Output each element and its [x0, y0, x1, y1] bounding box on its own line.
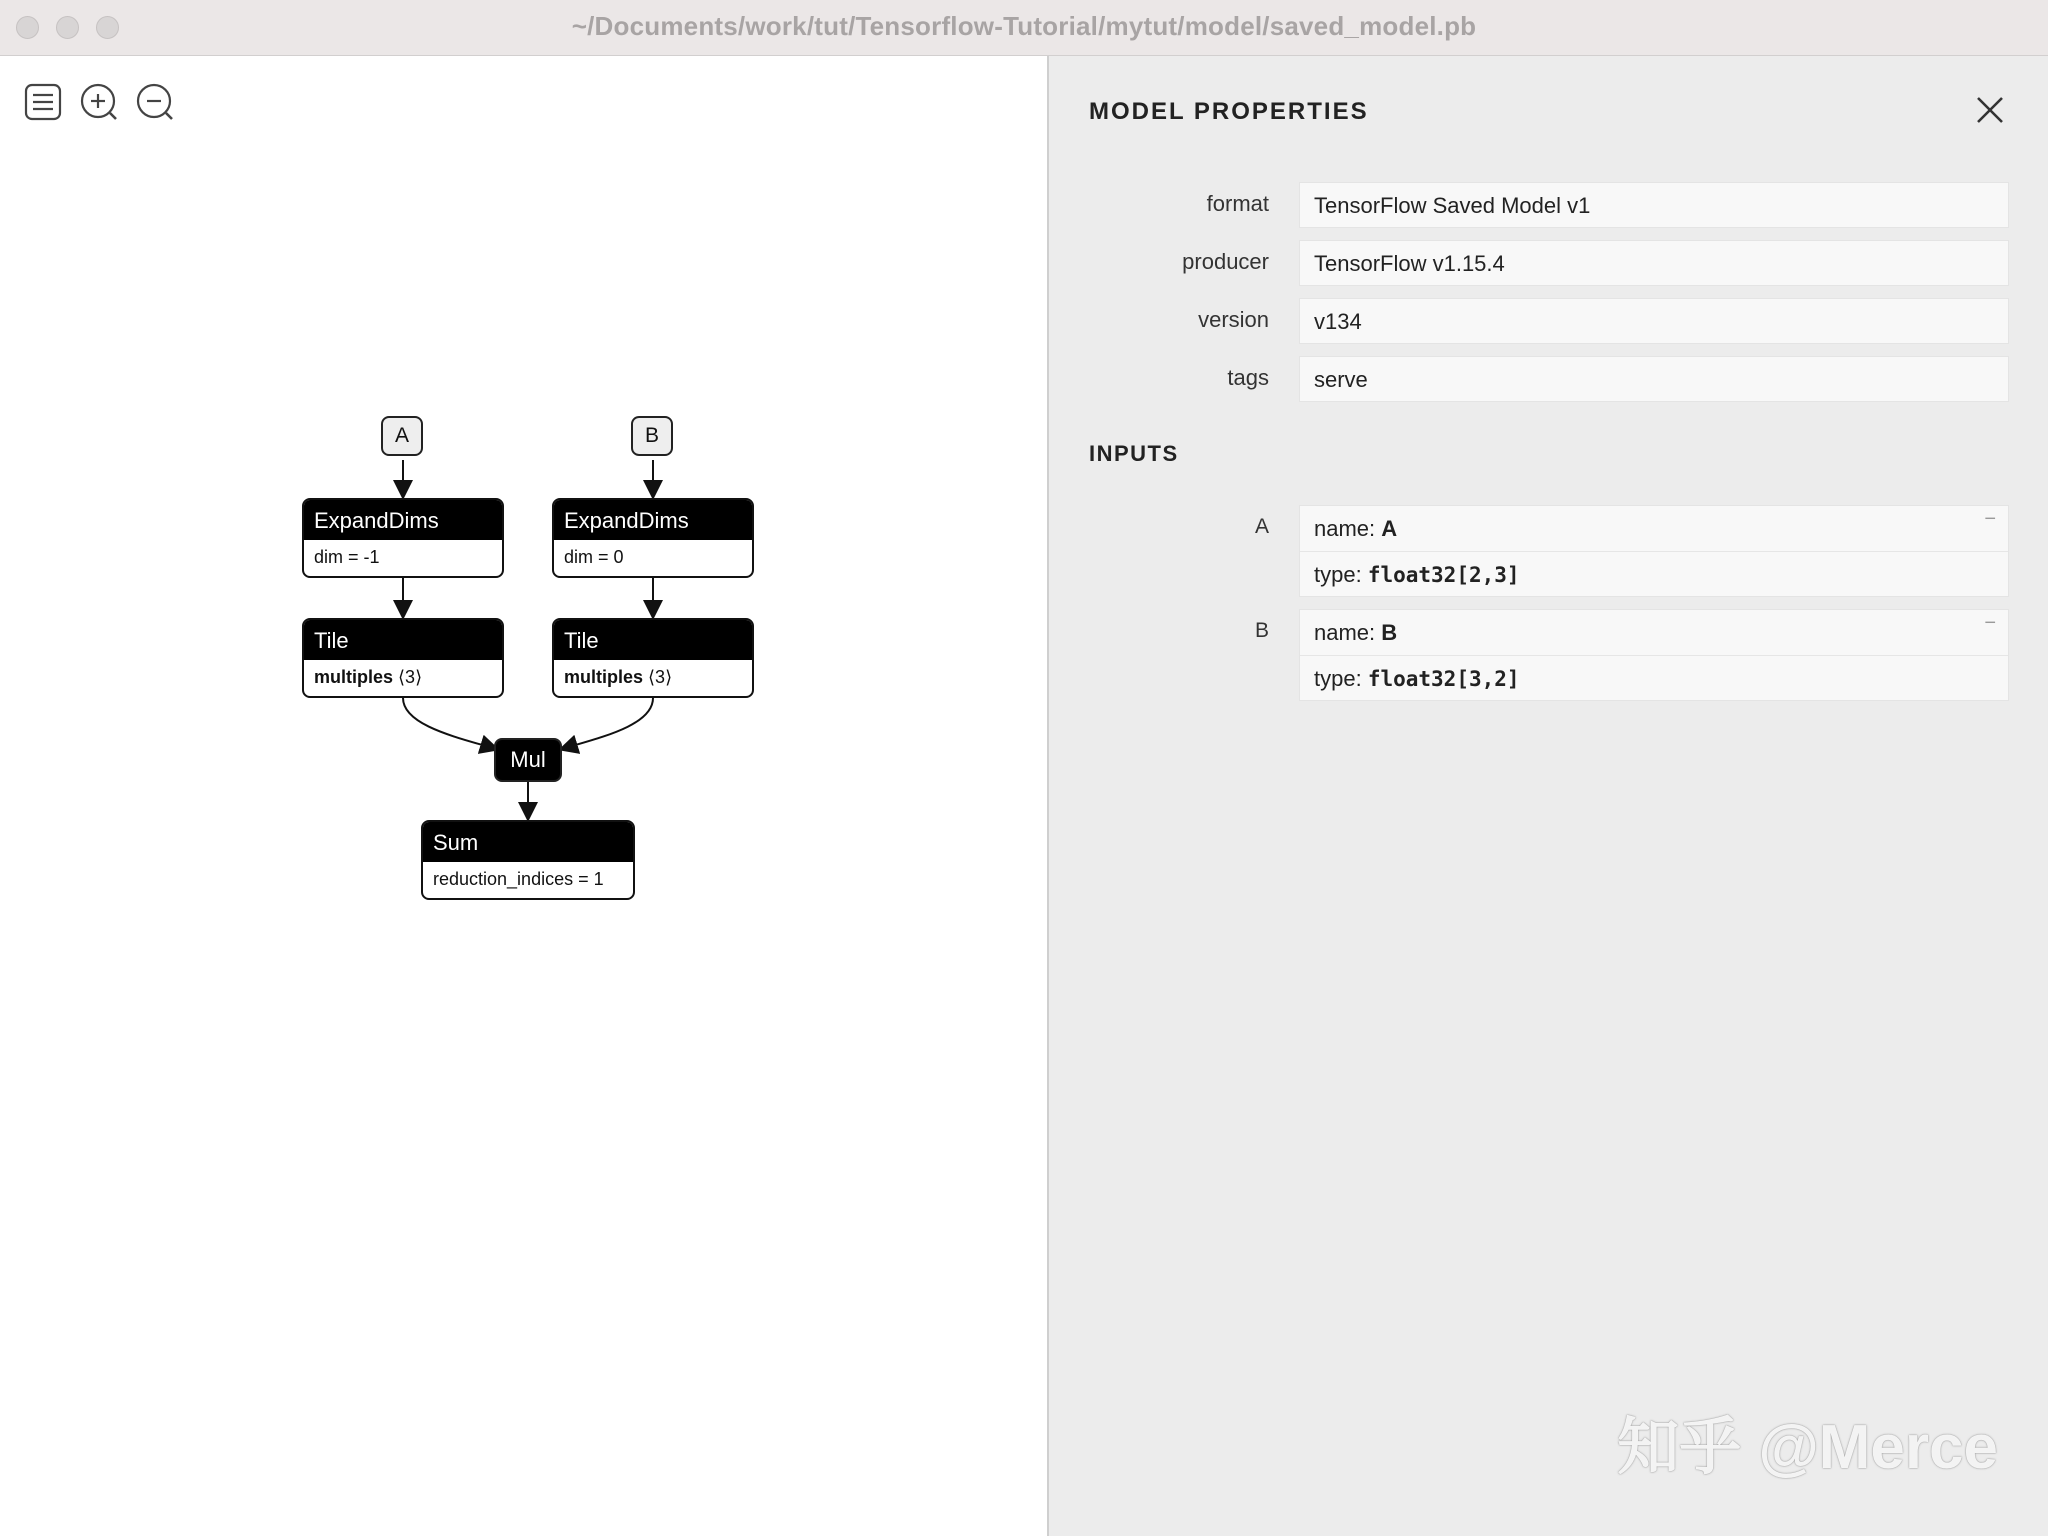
tile-node-a[interactable] — [302, 618, 504, 698]
property-label-format: format — [1206, 191, 1269, 216]
node-attribute-value: ⟨3⟩ — [398, 667, 423, 687]
mul-node[interactable]: Mul — [494, 738, 562, 782]
input-card-a[interactable] — [1299, 505, 2009, 597]
graph-input-a[interactable]: A — [381, 416, 423, 456]
input-card-b[interactable] — [1299, 609, 2009, 701]
expanddims-node-b[interactable] — [552, 498, 754, 578]
graph-edges — [0, 56, 1047, 1536]
input-type-key: type: — [1314, 562, 1362, 587]
node-op-label: Tile — [304, 620, 502, 660]
input-type-row — [1300, 655, 2008, 701]
node-op-label: ExpandDims — [554, 500, 752, 540]
input-label-a: A — [1254, 515, 1269, 538]
input-label-b: B — [1254, 619, 1269, 642]
close-panel-button[interactable] — [1972, 92, 2008, 128]
input-name-row — [1300, 506, 2008, 551]
input-name-value: B — [1381, 620, 1398, 645]
property-value-version[interactable]: v134 — [1299, 298, 2009, 344]
property-label-version: version — [1198, 307, 1269, 332]
input-name-key: name: — [1314, 516, 1376, 541]
model-properties-panel — [1047, 56, 2048, 1536]
node-op-label: Tile — [554, 620, 752, 660]
node-attribute — [304, 660, 502, 696]
input-type-value: float32[2,3] — [1367, 563, 1520, 587]
node-attribute: dim = 0 — [564, 547, 624, 567]
window-title: ~/Documents/work/tut/Tensorflow-Tutorial/mytut/model/saved_model.pb — [571, 11, 1477, 41]
node-op-label: ExpandDims — [304, 500, 502, 540]
node-attribute: dim = -1 — [314, 547, 380, 567]
node-attribute-name: multiples — [564, 667, 644, 687]
input-name-row — [1300, 610, 2008, 655]
collapse-input-b-button[interactable]: − — [1984, 612, 1996, 634]
input-type-key: type: — [1314, 666, 1362, 691]
watermark: 知乎 @Merce — [1617, 1413, 1998, 1482]
inputs-section-title: INPUTS — [1089, 441, 1179, 466]
close-icon — [1972, 92, 2008, 128]
property-value-tags[interactable]: serve — [1299, 356, 2009, 402]
property-label-tags: tags — [1227, 365, 1269, 390]
panel-title: MODEL PROPERTIES — [1089, 98, 1369, 125]
node-attribute-name: multiples — [314, 667, 394, 687]
input-name-key: name: — [1314, 620, 1376, 645]
window-titlebar — [0, 0, 2048, 56]
input-type-value: float32[3,2] — [1367, 667, 1520, 691]
edge-tile-a-mul — [403, 698, 496, 749]
input-type-row — [1300, 551, 2008, 597]
node-op-label: Sum — [423, 822, 633, 862]
expanddims-node-a[interactable] — [302, 498, 504, 578]
node-attribute: reduction_indices = 1 — [433, 869, 604, 889]
graph-area[interactable] — [0, 56, 1047, 1536]
node-attribute-value: ⟨3⟩ — [648, 667, 673, 687]
node-attribute — [554, 660, 752, 696]
property-value-producer[interactable]: TensorFlow v1.15.4 — [1299, 240, 2009, 286]
sum-node[interactable] — [421, 820, 635, 900]
edge-tile-b-mul — [562, 698, 653, 749]
property-label-producer: producer — [1182, 249, 1269, 274]
graph-input-b[interactable]: B — [631, 416, 673, 456]
tile-node-b[interactable] — [552, 618, 754, 698]
property-value-format[interactable]: TensorFlow Saved Model v1 — [1299, 182, 2009, 228]
collapse-input-a-button[interactable]: − — [1984, 508, 1996, 530]
input-name-value: A — [1381, 516, 1398, 541]
